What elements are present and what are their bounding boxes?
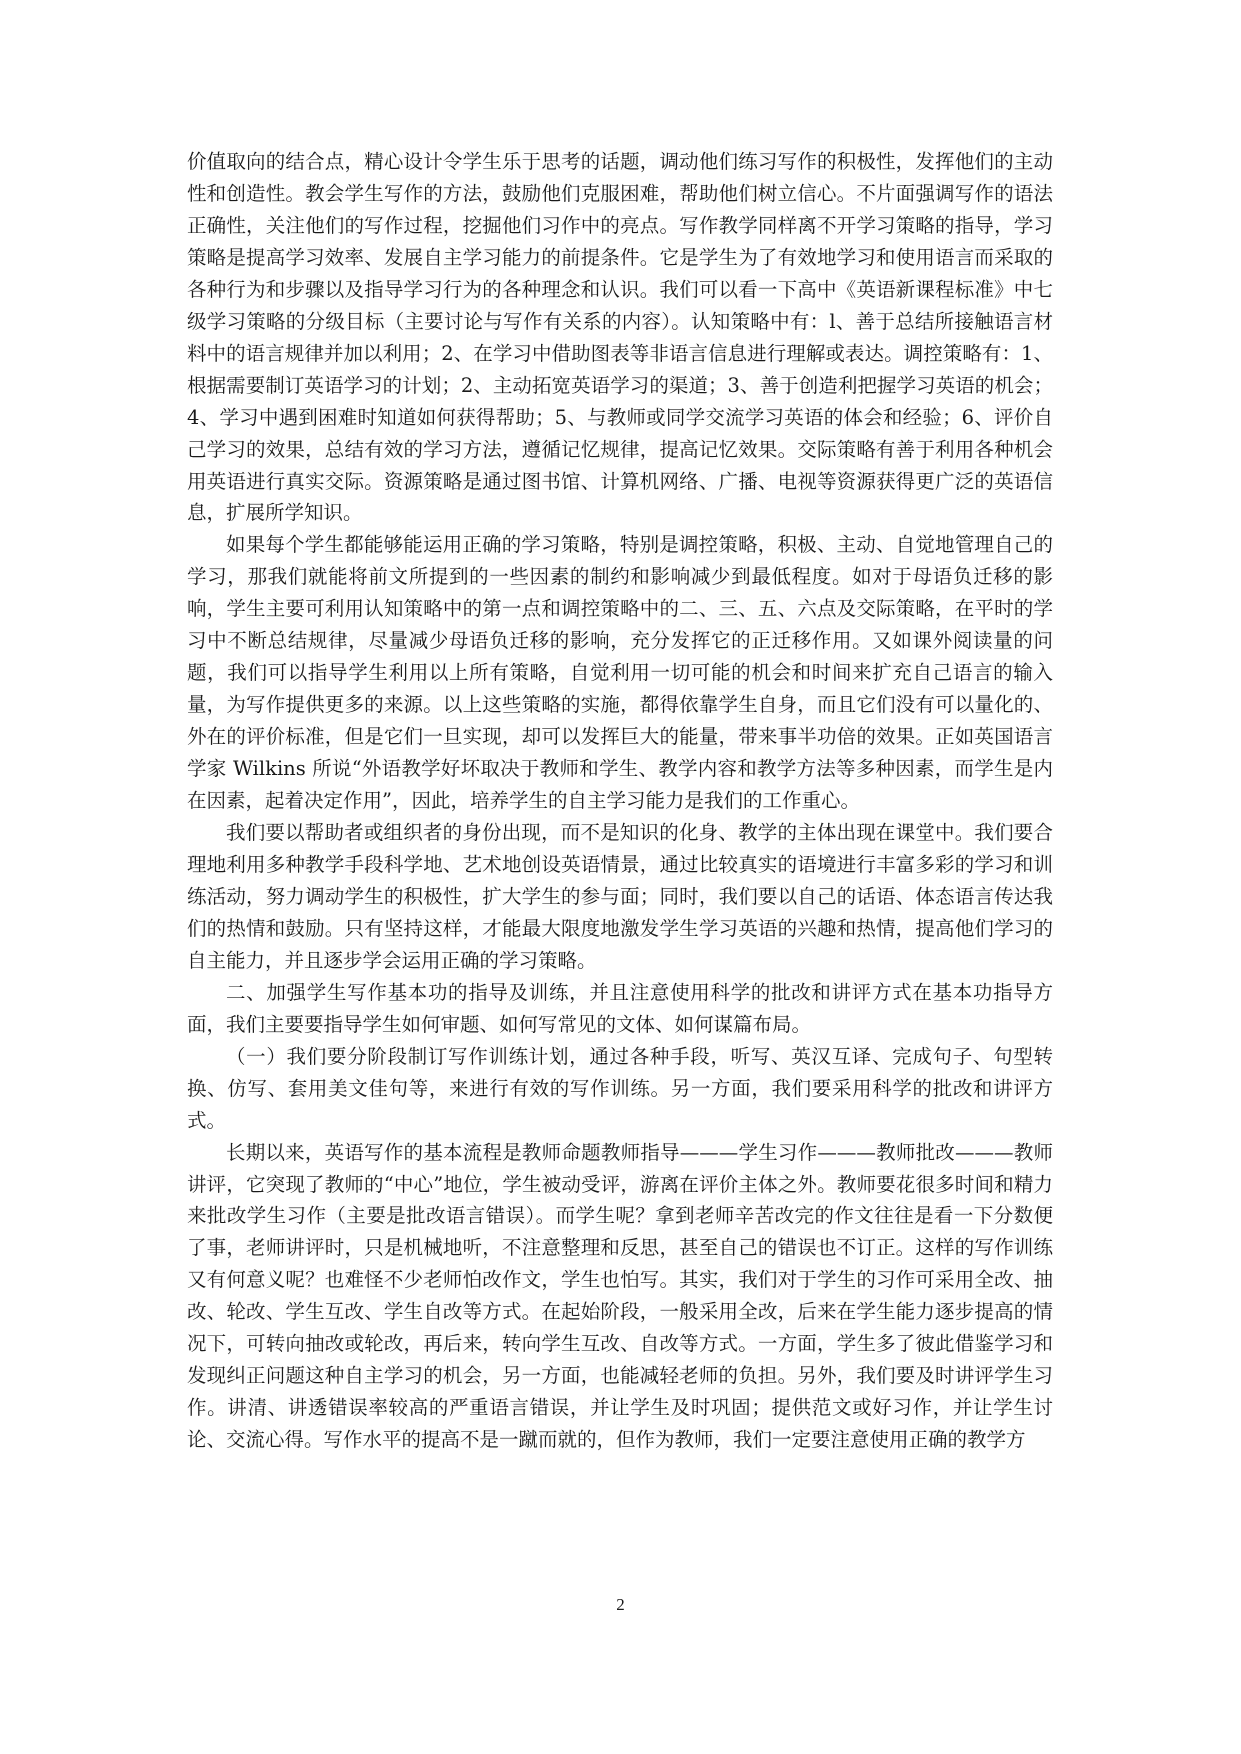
paragraph-6: 长期以来，英语写作的基本流程是教师命题教师指导———学生习作———教师批改———教师讲评，它突现了教师的“中心”地位，学生被动受评，游离在评价主体之外。教师要花很多时间和精力来批改学生习作（主要是批改语言错误）。而学生呢？拿到老师辛苦改完的作文往往是看一下分数便了事，老师讲评时，只是机械地听，不注意整理和反思，甚至自己的错误也不订正。这样的写作训练又有何意义呢？也难怪不少老师怕改作文，学生也怕写。其实，我们对于学生的习作可采用全改、抽改、轮改、学生互改、学生自改等方式。在起始阶段，一般采用全改，后来在学生能力逐步提高的情况下，可转向抽改或轮改，再后来，转向学生互改、自改等方式。一方面，学生多了彼此借鉴学习和发现纠正问题这种自主学习的机会，另一方面，也能减轻老师的负担。另外，我们要及时讲评学生习作。讲清、讲透错误率较高的严重语言错误，并让学生及时巩固；提供范文或好习作，并让学生讨论、交流心得。写作水平的提高不是一蹴而就的，但作为教师，我们一定要注意使用正确的教学方 [187, 1140, 1053, 1452]
paragraph-4: 二、加强学生写作基本功的指导及训练，并且注意使用科学的批改和讲评方式在基本功指导方面，我们主要要指导学生如何审题、如何写常见的文体、如何谋篇布局。 [187, 980, 1053, 1036]
page-number: 2 [616, 1595, 625, 1614]
paragraph-5: （一）我们要分阶段制订写作训练计划，通过各种手段，听写、英汉互译、完成句子、句型转换、仿写、套用美文佳句等，来进行有效的写作训练。另一方面，我们要采用科学的批改和讲评方式。 [187, 1044, 1053, 1132]
body-text [187, 146, 1053, 1456]
paragraph-3: 我们要以帮助者或组织者的身份出现，而不是知识的化身、教学的主体出现在课堂中。我们要合理地利用多种教学手段科学地、艺术地创设英语情景，通过比较真实的语境进行丰富多彩的学习和训练活动，努力调动学生的积极性，扩大学生的参与面；同时，我们要以自己的话语、体态语言传达我们的热情和鼓励。只有坚持这样，才能最大限度地激发学生学习英语的兴趣和热情，提高他们学习的自主能力，并且逐步学会运用正确的学习策略。 [187, 821, 1053, 972]
paragraph-2: 如果每个学生都能够能运用正确的学习策略，特别是调控策略，积极、主动、自觉地管理自己的学习，那我们就能将前文所提到的一些因素的制约和影响减少到最低程度。如对于母语负迁移的影响，学生主要可利用认知策略中的第一点和调控策略中的二、三、五、六点及交际策略，在平时的学习中不断总结规律，尽量减少母语负迁移的影响，充分发挥它的正迁移作用。又如课外阅读量的问题，我们可以指导学生利用以上所有策略，自觉利用一切可能的机会和时间来扩充自己语言的输入量，为写作提供更多的来源。以上这些策略的实施，都得依靠学生自身，而且它们没有可以量化的、外在的评价标准，但是它们一旦实现，却可以发挥巨大的能量，带来事半功倍的效果。正如英国语言学家 Wilkins 所说“外语教学好坏取决于教师和学生、教学内容和教学方法等多种因素，而学生是内在因素，起着决定作用”，因此，培养学生的自主学习能力是我们的工作重心。 [187, 533, 1053, 813]
paragraph-1: 价值取向的结合点，精心设计令学生乐于思考的话题，调动他们练习写作的积极性，发挥他们的主动性和创造性。教会学生写作的方法，鼓励他们克服困难，帮助他们树立信心。不片面强调写作的语法正确性，关注他们的写作过程，挖掘他们习作中的亮点。写作教学同样离不开学习策略的指导，学习策略是提高学习效率、发展自主学习能力的前提条件。它是学生为了有效地学习和使用语言而采取的各种行为和步骤以及指导学习行为的各种理念和认识。我们可以看一下高中《英语新课程标准》中七级学习策略的分级目标（主要讨论与写作有关系的内容）。认知策略中有：l、善于总结所接触语言材料中的语言规律并加以利用；2、在学习中借助图表等非语言信息进行理解或表达。调控策略有：1、根据需要制订英语学习的计划；2、主动拓宽英语学习的渠道；3、善于创造利把握学习英语的机会；4、学习中遇到困难时知道如何获得帮助；5、与教师或同学交流学习英语的体会和经验；6、评价自己学习的效果，总结有效的学习方法，遵循记忆规律，提高记忆效果。交际策略有善于利用各种机会用英语进行真实交际。资源策略是通过图书馆、计算机网络、广播、电视等资源获得更广泛的英语信息，扩展所学知识。 [187, 150, 1053, 525]
